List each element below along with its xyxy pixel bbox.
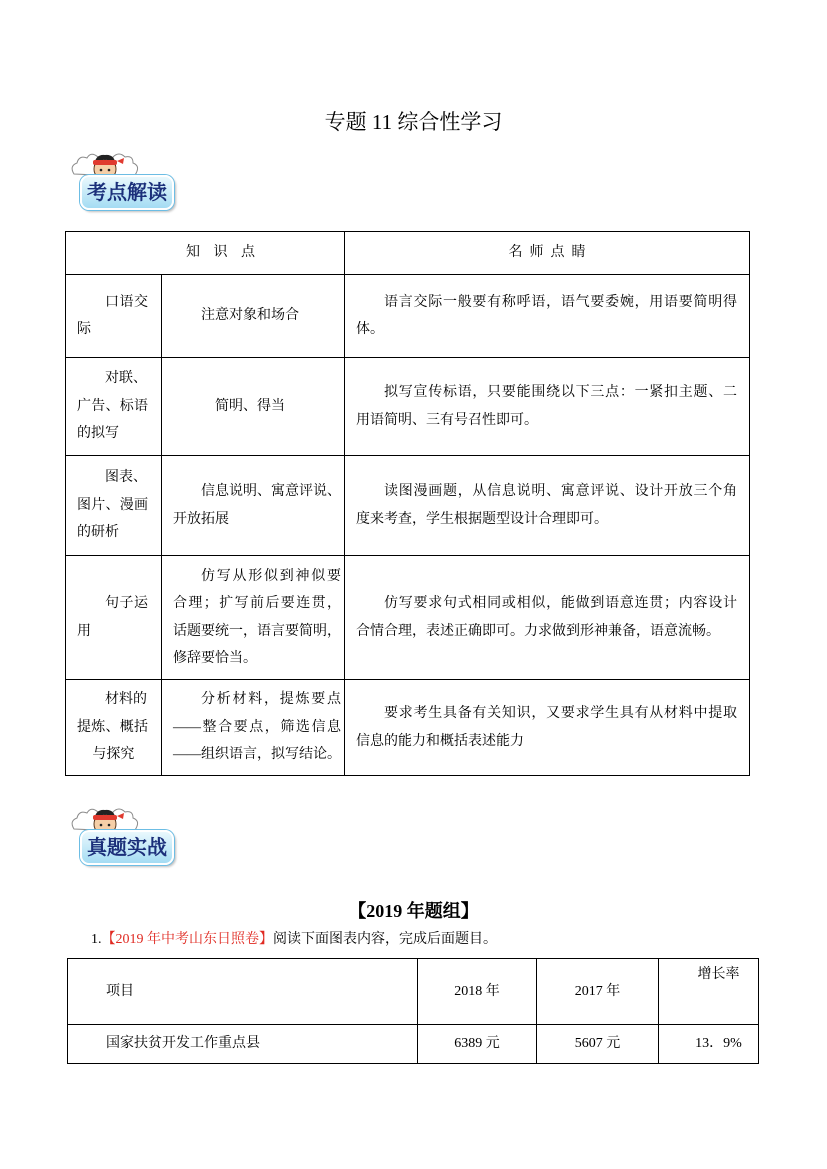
point-cell — [162, 456, 345, 556]
income-table — [67, 958, 759, 1064]
question-number: 1. — [91, 932, 102, 947]
point-line: ——组织语言，拟写结论。 — [173, 747, 341, 763]
tip-line: 信息的能力和概括表述能力 — [356, 733, 524, 749]
point-line: 简明、得当 — [215, 398, 285, 414]
tip-line: 要求考生具备有关知识，又要求学生具有从材料中提取 — [384, 706, 737, 721]
table-header-row — [68, 959, 759, 1025]
category-line: 际 — [77, 322, 91, 337]
group-heading: 【2019 年题组】 — [348, 901, 479, 921]
tip-cell — [345, 275, 750, 358]
tip-cell — [345, 556, 750, 680]
tip-line: 体。 — [356, 322, 384, 337]
tip-line: 合情合理，表述正确即可。力求做到形神兼备，语意流畅。 — [356, 623, 720, 639]
cell-growth-rate: 13．9% — [659, 1025, 759, 1064]
table-row — [68, 1025, 759, 1064]
header-growth-rate: 增长率 — [659, 959, 759, 1025]
badge-label: 真题实战 — [80, 830, 174, 865]
category-cell — [66, 456, 162, 556]
point-line: 仿写从形似到神似要 — [201, 568, 341, 584]
category-line: 与探究 — [92, 747, 135, 763]
page-title: 专题 11 综合性学习 — [324, 110, 503, 134]
tip-line: 仿写要求句式相同或相似，能做到语意连贯；内容设计 — [384, 596, 737, 611]
question-source: 【2019 年中考山东日照卷】 — [101, 932, 273, 947]
point-line: 开放拓展 — [173, 511, 229, 527]
tip-cell — [345, 456, 750, 556]
category-cell — [66, 556, 162, 680]
header-knowledge: 知 识 点 — [66, 232, 345, 275]
header-item: 项目 — [68, 959, 418, 1025]
table-header-row — [66, 232, 750, 275]
category-line: 口语交 — [105, 294, 148, 310]
point-line: 合理；扩写前后要连贯， — [173, 596, 341, 611]
point-line: 话题要统一，语言要简明， — [173, 623, 341, 639]
section-badge-real-exam — [70, 803, 180, 867]
point-line: 分析材料，提炼要点 — [201, 692, 341, 708]
point-cell — [162, 680, 345, 776]
point-cell — [162, 556, 345, 680]
category-cell — [66, 358, 162, 456]
badge-label: 考点解读 — [80, 175, 174, 210]
tip-line: 语言交际一般要有称呼语，语气要委婉，用语要简明得 — [384, 294, 737, 310]
category-line: 的研析 — [77, 525, 119, 541]
table-row — [66, 456, 750, 556]
header-tips: 名师点睛 — [345, 232, 750, 275]
tip-line: 拟写宣传标语，只要能围绕以下三点：一紧扣主题、二 — [384, 385, 737, 400]
table-row — [66, 680, 750, 776]
tip-line: 读图漫画题，从信息说明、寓意评说、设计开放三个角 — [384, 484, 737, 499]
table-row — [66, 556, 750, 680]
point-cell — [162, 358, 345, 456]
point-line: ——整合要点，筛选信息 — [173, 719, 341, 735]
category-line: 材料的 — [105, 692, 147, 708]
category-line: 用 — [77, 623, 91, 639]
category-line: 广告、标语 — [77, 398, 148, 414]
header-2017: 2017 年 — [537, 959, 659, 1025]
knowledge-table — [65, 231, 750, 776]
point-line: 注意对象和场合 — [201, 308, 299, 324]
category-line: 图表、 — [105, 470, 147, 486]
category-line: 的拟写 — [77, 426, 119, 442]
cell-2017: 5607 元 — [537, 1025, 659, 1064]
category-line: 提炼、概括 — [77, 719, 148, 735]
category-line: 图片、漫画 — [77, 497, 148, 513]
cell-2018: 6389 元 — [418, 1025, 537, 1064]
cell-item: 国家扶贫开发工作重点县 — [68, 1025, 418, 1064]
section-badge-key-points — [70, 148, 180, 212]
category-cell — [66, 275, 162, 358]
category-line: 对联、 — [105, 371, 147, 387]
category-line: 句子运 — [105, 596, 148, 611]
header-2018: 2018 年 — [418, 959, 537, 1025]
tip-cell — [345, 680, 750, 776]
point-line: 修辞要恰当。 — [173, 651, 257, 666]
tip-line: 度来考查，学生根据题型设计合理即可。 — [356, 511, 608, 527]
table-row — [66, 358, 750, 456]
point-line: 信息说明、寓意评说、 — [201, 484, 341, 499]
table-row — [66, 275, 750, 358]
category-cell — [66, 680, 162, 776]
point-cell — [162, 275, 345, 358]
question-line — [91, 929, 497, 951]
tip-cell — [345, 358, 750, 456]
question-prompt: 阅读下面图表内容，完成后面题目。 — [273, 932, 497, 947]
tip-line: 用语简明、三有号召性即可。 — [356, 412, 538, 428]
